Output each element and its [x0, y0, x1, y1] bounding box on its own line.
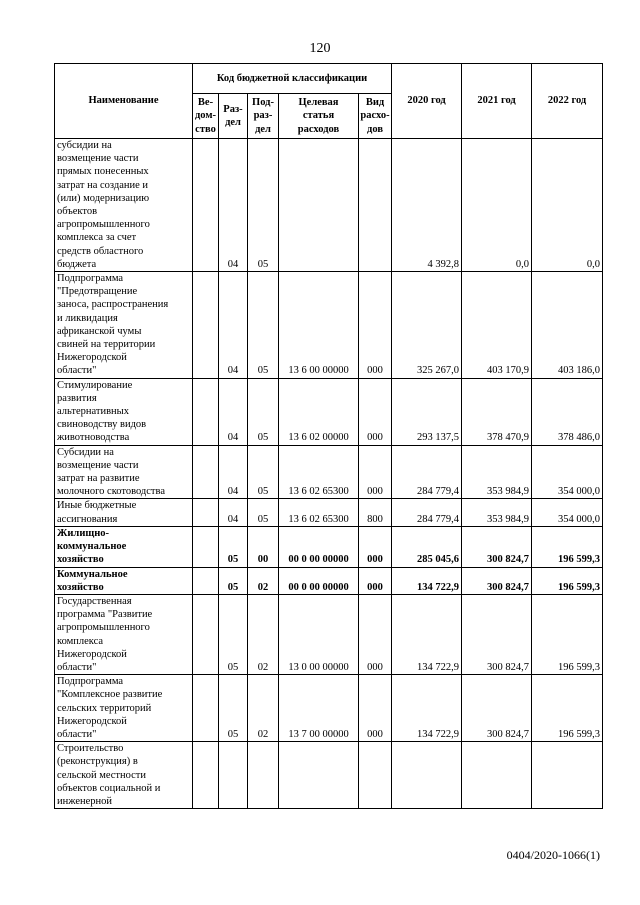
row-value-2020: 4 392,8: [392, 139, 462, 272]
header-name: Наименование: [55, 64, 193, 139]
row-value-2021: 403 170,9: [462, 272, 532, 379]
table-row: [55, 742, 603, 809]
row-value-2022: 354 000,0: [532, 499, 603, 526]
row-name: Строительство (реконструкция) в сельской местности объектов социальной и инженерной: [55, 742, 193, 809]
row-razdel: [219, 742, 248, 809]
table-row: [55, 445, 603, 499]
page-number: 120: [309, 41, 331, 56]
row-podrazdel: 05: [248, 139, 279, 272]
header-vedomstvo: Ве- дом- ство: [193, 94, 219, 139]
budget-table: [54, 63, 603, 809]
row-value-2021: 300 824,7: [462, 675, 532, 742]
table-row: [55, 526, 603, 567]
row-vid: [359, 742, 392, 809]
row-vid: [359, 139, 392, 272]
row-vid: 000: [359, 378, 392, 445]
row-tselevaya: 13 6 02 00000: [279, 378, 359, 445]
row-vedomstvo: [193, 594, 219, 674]
row-vedomstvo: [193, 272, 219, 379]
row-podrazdel: 02: [248, 594, 279, 674]
row-vid: 000: [359, 567, 392, 594]
row-razdel: 04: [219, 378, 248, 445]
row-value-2020: [392, 742, 462, 809]
row-vedomstvo: [193, 445, 219, 499]
row-value-2020: 293 137,5: [392, 378, 462, 445]
row-tselevaya: 13 6 02 65300: [279, 445, 359, 499]
table-row: [55, 139, 603, 272]
row-name: Государственная программа "Развитие агропромышленного комплекса Нижегородской области": [55, 594, 193, 674]
row-value-2021: 300 824,7: [462, 594, 532, 674]
row-podrazdel: [248, 742, 279, 809]
row-value-2021: 0,0: [462, 139, 532, 272]
table-row: [55, 567, 603, 594]
row-value-2020: 284 779,4: [392, 445, 462, 499]
row-vid: 800: [359, 499, 392, 526]
row-value-2021: 300 824,7: [462, 567, 532, 594]
row-value-2020: 134 722,9: [392, 567, 462, 594]
header-2021: 2021 год: [462, 64, 532, 139]
row-tselevaya: 13 0 00 00000: [279, 594, 359, 674]
row-tselevaya: 00 0 00 00000: [279, 567, 359, 594]
table-row: [55, 675, 603, 742]
row-vid: 000: [359, 445, 392, 499]
table-row: [55, 594, 603, 674]
table-row: [55, 272, 603, 379]
document-code: 0404/2020-1066(1): [506, 848, 600, 862]
row-value-2022: 196 599,3: [532, 526, 603, 567]
row-value-2022: 354 000,0: [532, 445, 603, 499]
row-name: Коммунальное хозяйство: [55, 567, 193, 594]
row-vid: 000: [359, 594, 392, 674]
row-value-2022: 196 599,3: [532, 675, 603, 742]
table-row: [55, 499, 603, 526]
row-vedomstvo: [193, 675, 219, 742]
row-tselevaya: [279, 139, 359, 272]
row-value-2021: 300 824,7: [462, 526, 532, 567]
header-razdel: Раз- дел: [219, 94, 248, 139]
row-razdel: 04: [219, 445, 248, 499]
row-value-2022: 196 599,3: [532, 594, 603, 674]
row-vedomstvo: [193, 378, 219, 445]
row-value-2020: 284 779,4: [392, 499, 462, 526]
row-name: Иные бюджетные ассигнования: [55, 499, 193, 526]
row-razdel: 04: [219, 139, 248, 272]
row-name: субсидии на возмещение части прямых понесенных затрат на создание и (или) модернизацию объектов агропромышленного комплекса за счет средств областного бюджета: [55, 139, 193, 272]
row-vedomstvo: [193, 139, 219, 272]
row-value-2021: 378 470,9: [462, 378, 532, 445]
row-podrazdel: 02: [248, 675, 279, 742]
row-tselevaya: [279, 742, 359, 809]
row-razdel: 05: [219, 526, 248, 567]
row-podrazdel: 05: [248, 499, 279, 526]
row-razdel: 04: [219, 272, 248, 379]
row-tselevaya: 13 7 00 00000: [279, 675, 359, 742]
row-value-2022: 0,0: [532, 139, 603, 272]
row-vid: 000: [359, 272, 392, 379]
row-vedomstvo: [193, 526, 219, 567]
header-podrazdel: Под- раз- дел: [248, 94, 279, 139]
row-tselevaya: 13 6 00 00000: [279, 272, 359, 379]
row-value-2022: 196 599,3: [532, 567, 603, 594]
row-value-2022: 403 186,0: [532, 272, 603, 379]
row-value-2022: [532, 742, 603, 809]
row-name: Жилищно- коммунальное хозяйство: [55, 526, 193, 567]
row-razdel: 04: [219, 499, 248, 526]
row-podrazdel: 05: [248, 272, 279, 379]
row-name: Стимулирование развития альтернативных свиноводству видов животноводства: [55, 378, 193, 445]
row-tselevaya: 00 0 00 00000: [279, 526, 359, 567]
row-razdel: 05: [219, 594, 248, 674]
header-tselevaya: Целевая статья расходов: [279, 94, 359, 139]
header-vid: Вид расхо- дов: [359, 94, 392, 139]
row-vid: 000: [359, 526, 392, 567]
row-vedomstvo: [193, 499, 219, 526]
row-value-2020: 285 045,6: [392, 526, 462, 567]
row-value-2020: 134 722,9: [392, 675, 462, 742]
row-value-2021: 353 984,9: [462, 499, 532, 526]
row-value-2022: 378 486,0: [532, 378, 603, 445]
row-razdel: 05: [219, 675, 248, 742]
row-podrazdel: 00: [248, 526, 279, 567]
row-name: Подпрограмма "Комплексное развитие сельских территорий Нижегородской области": [55, 675, 193, 742]
table-row: [55, 378, 603, 445]
row-vid: 000: [359, 675, 392, 742]
row-value-2021: [462, 742, 532, 809]
header-2020: 2020 год: [392, 64, 462, 139]
row-podrazdel: 05: [248, 445, 279, 499]
row-podrazdel: 05: [248, 378, 279, 445]
row-tselevaya: 13 6 02 65300: [279, 499, 359, 526]
row-name: Субсидии на возмещение части затрат на развитие молочного скотоводства: [55, 445, 193, 499]
row-vedomstvo: [193, 742, 219, 809]
row-vedomstvo: [193, 567, 219, 594]
header-2022: 2022 год: [532, 64, 603, 139]
row-podrazdel: 02: [248, 567, 279, 594]
header-code-group: Код бюджетной классификации: [193, 64, 392, 94]
row-value-2020: 325 267,0: [392, 272, 462, 379]
row-name: Подпрограмма "Предотвращение заноса, распространения и ликвидация африканской чумы свиней на территории Нижегородской области": [55, 272, 193, 379]
row-value-2021: 353 984,9: [462, 445, 532, 499]
row-value-2020: 134 722,9: [392, 594, 462, 674]
row-razdel: 05: [219, 567, 248, 594]
